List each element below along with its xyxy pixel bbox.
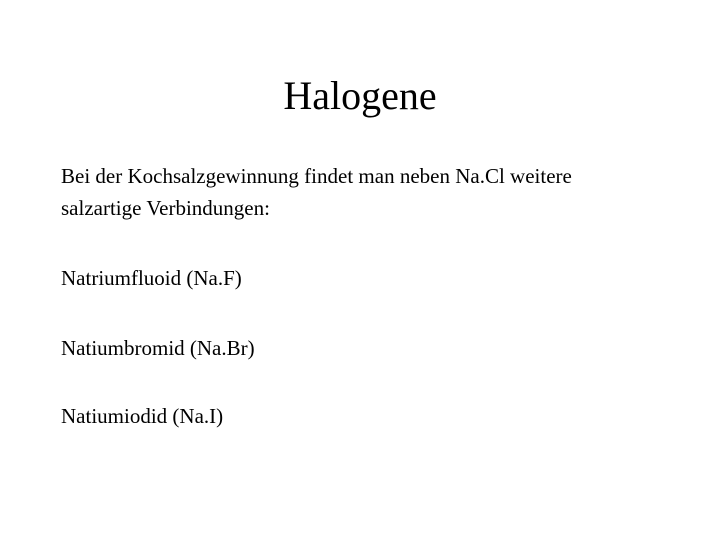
intro-line: Bei der Kochsalzgewinnung findet man neben Na.Cl weitere — [61, 164, 572, 188]
compound-item-sodium-iodide: Natiumiodid (Na.I) — [61, 404, 224, 428]
slide-title: Halogene — [283, 73, 437, 118]
compound-item-sodium-bromide: Natiumbromid (Na.Br) — [61, 336, 255, 360]
compound-item-sodium-fluoride: Natriumfluoid (Na.F) — [61, 266, 242, 290]
intro-line: salzartige Verbindungen: — [61, 196, 270, 220]
intro-paragraph — [61, 160, 681, 224]
